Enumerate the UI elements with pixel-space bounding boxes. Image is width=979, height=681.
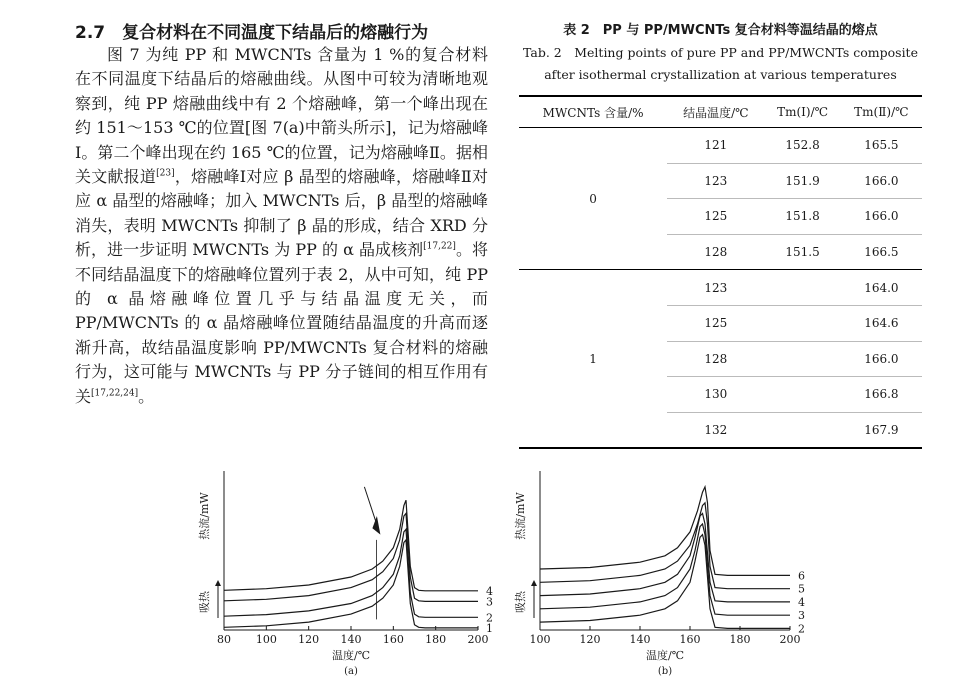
x-tick-label: 180 xyxy=(729,633,751,646)
table-title-en-line-1: Tab. 2 Melting points of pure PP and PP/MWCNTs composite xyxy=(523,45,918,60)
series-line-2 xyxy=(224,529,478,617)
x-tick-label: 80 xyxy=(217,633,231,646)
x-tick-label: 140 xyxy=(629,633,651,646)
table-title-en-line-2: after isothermal crystallization at various temperatures xyxy=(544,67,897,82)
x-tick-label: 100 xyxy=(529,633,551,646)
cell-tm1: 151.9 xyxy=(764,163,840,199)
cell-mwcnts-content: 0 xyxy=(519,128,667,270)
cell-cryst-temp: 123 xyxy=(667,270,764,306)
x-tick-label: 140 xyxy=(340,633,362,646)
series-label-4: 4 xyxy=(486,584,493,598)
series-line-6 xyxy=(540,487,790,576)
y-axis-label: 热流/mW xyxy=(198,492,211,540)
paragraph-end: 。 xyxy=(138,386,155,406)
cell-tm1: 151.5 xyxy=(764,234,840,270)
paragraph-part-2: ，熔融峰Ⅰ对应 β 晶型的熔融峰，熔融峰Ⅱ对应 α 晶型的熔融峰；加入 MWCNTs 后，β 晶型的熔融峰消失，表明 MWCNTs 抑制了 β 晶的形成，结合 XRD 分析，进一步证明 MWCNTs 为 PP 的 α 晶成核剂 xyxy=(75,167,488,260)
x-tick-label: 160 xyxy=(679,633,701,646)
table-title-cn: 表 2 PP 与 PP/MWCNTs 复合材料等温结晶的熔点 xyxy=(563,23,878,38)
cell-tm1 xyxy=(764,412,840,448)
table-header-row xyxy=(519,96,922,128)
y-axis-label: 热流/mW xyxy=(514,492,527,540)
cell-cryst-temp: 128 xyxy=(667,234,764,270)
cell-cryst-temp: 125 xyxy=(667,305,764,341)
series-label-4: 4 xyxy=(798,595,805,609)
cell-tm1 xyxy=(764,305,840,341)
x-axis-label: 温度/℃ xyxy=(331,649,371,662)
body-paragraph xyxy=(75,43,488,409)
cell-tm1: 152.8 xyxy=(764,128,840,164)
cell-cryst-temp: 125 xyxy=(667,199,764,235)
cell-cryst-temp: 121 xyxy=(667,128,764,164)
cell-tm2: 164.0 xyxy=(841,270,922,306)
cell-tm2: 166.8 xyxy=(841,377,922,413)
series-label-1: 1 xyxy=(486,621,493,635)
chart-b-svg xyxy=(500,465,820,681)
endotherm-arrow-head xyxy=(215,580,221,586)
table-body xyxy=(519,128,922,449)
citation-17-22-24: [17,22,24] xyxy=(91,388,139,399)
series-label-3: 3 xyxy=(798,609,805,623)
cell-tm2: 166.0 xyxy=(841,199,922,235)
endotherm-arrow-head xyxy=(531,580,537,586)
x-tick-label: 100 xyxy=(255,633,277,646)
cell-tm2: 166.0 xyxy=(841,163,922,199)
citation-23: [23] xyxy=(156,168,175,179)
cell-tm2: 166.5 xyxy=(841,234,922,270)
cell-tm2: 164.6 xyxy=(841,305,922,341)
endotherm-label: 吸热 xyxy=(198,591,211,613)
endotherm-label: 吸热 xyxy=(514,591,527,613)
series-label-2: 2 xyxy=(798,622,805,636)
x-axis-label: 温度/℃ xyxy=(645,649,685,662)
cell-cryst-temp: 123 xyxy=(667,163,764,199)
chart-a-svg xyxy=(180,465,500,681)
series-line-3 xyxy=(224,513,478,601)
x-tick-label: 160 xyxy=(382,633,404,646)
x-tick-label: 180 xyxy=(425,633,447,646)
paragraph-part-1: 图 7 为纯 PP 和 MWCNTs 含量为 1 %的复合材料在不同温度下结晶后的熔融曲线。从图中可较为清晰地观察到，纯 PP 熔融曲线中有 2 个熔融峰，第一个峰出现在约 151～153 ℃的位置[图 7(a)中箭头所示]，记为熔融峰Ⅰ。第二个峰出现在约 165 ℃的位置，记为熔融峰Ⅱ。据相关文献报道 xyxy=(75,45,488,187)
series-label-3: 3 xyxy=(486,595,493,609)
x-tick-label: 200 xyxy=(467,633,489,646)
table-title-en xyxy=(519,42,922,86)
x-tick-label: 200 xyxy=(779,633,801,646)
header-cryst-temp: 结晶温度/℃ xyxy=(667,96,764,128)
chart-b xyxy=(500,465,820,681)
cell-cryst-temp: 128 xyxy=(667,341,764,377)
x-tick-label: 120 xyxy=(579,633,601,646)
header-mwcnts-content: MWCNTs 含量/% xyxy=(519,96,667,128)
panel-label: (b) xyxy=(657,666,673,677)
citation-17-22: [17,22] xyxy=(423,241,456,252)
series-label-6: 6 xyxy=(798,569,805,583)
cell-cryst-temp: 132 xyxy=(667,412,764,448)
cell-mwcnts-content: 1 xyxy=(519,270,667,448)
table-row xyxy=(519,270,922,306)
section-heading: 2.7 复合材料在不同温度下结晶后的熔融行为 xyxy=(75,23,429,43)
paragraph-part-3: 。将不同结晶温度下的熔融峰位置列于表 2，从中可知，纯 PP 的 α 晶熔融峰位置几乎与结晶温度无关，而 PP/MWCNTs 的 α 晶熔融峰位置随结晶温度的升高而逐渐升高，故结晶温度影响 PP/MWCNTs 复合材料的熔融行为，这可能与 MWCNTs 与 PP 分子链间的相互作用有关 xyxy=(75,240,488,406)
cell-tm1 xyxy=(764,377,840,413)
peak-arrow-head xyxy=(372,516,380,535)
cell-tm2: 166.0 xyxy=(841,341,922,377)
panel-label: (a) xyxy=(344,666,358,677)
series-label-2: 2 xyxy=(486,611,493,625)
cell-cryst-temp: 130 xyxy=(667,377,764,413)
cell-tm1: 151.8 xyxy=(764,199,840,235)
series-line-4 xyxy=(224,500,478,591)
table-row xyxy=(519,128,922,164)
cell-tm2: 167.9 xyxy=(841,412,922,448)
cell-tm1 xyxy=(764,270,840,306)
x-tick-label: 120 xyxy=(298,633,320,646)
series-label-5: 5 xyxy=(798,582,805,596)
header-tm2: Tm(Ⅱ)/℃ xyxy=(841,96,922,128)
melting-point-table xyxy=(519,95,922,449)
cell-tm1 xyxy=(764,341,840,377)
header-tm1: Tm(Ⅰ)/℃ xyxy=(764,96,840,128)
chart-a xyxy=(180,465,500,681)
cell-tm2: 165.5 xyxy=(841,128,922,164)
